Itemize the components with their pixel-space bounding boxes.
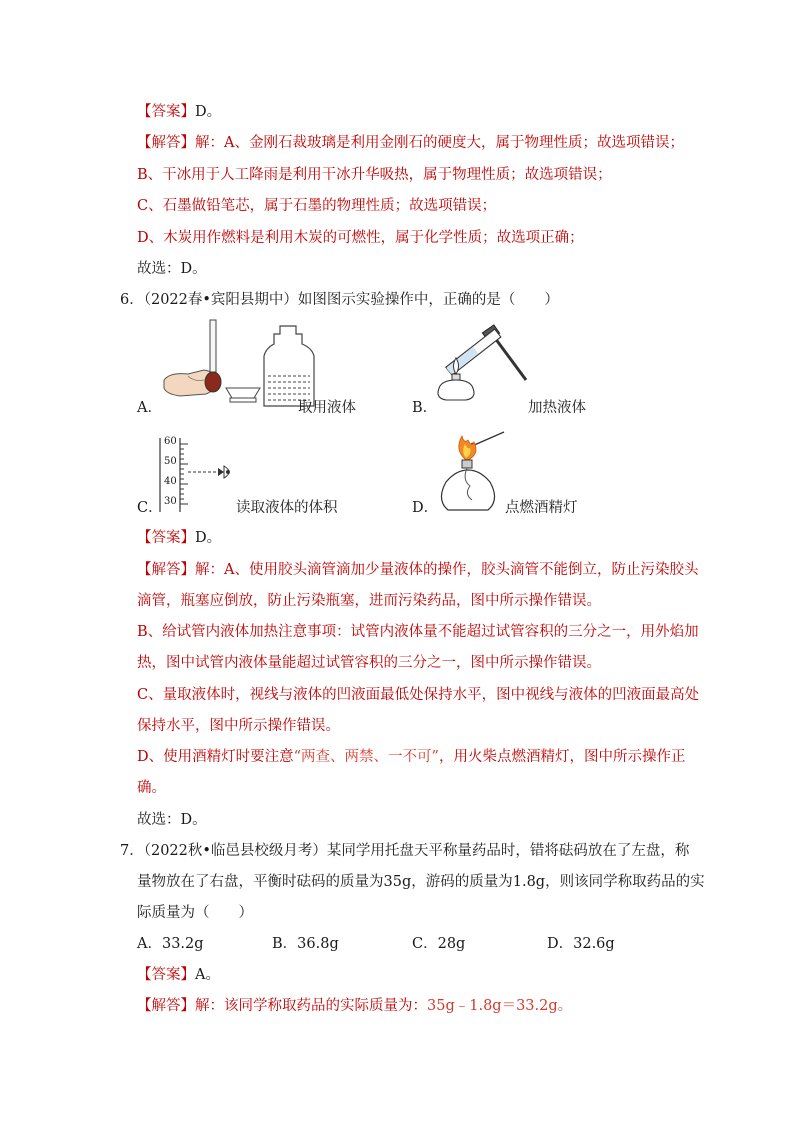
analysis-tag: 【解答】: [137, 998, 195, 1014]
q5-analysis-first: [137, 133, 684, 153]
answer-tag: 【答案】: [137, 967, 195, 983]
figure-a-dropper: [160, 318, 325, 410]
d-line-quote: “两查、两禁、一不可”: [293, 749, 439, 765]
q7-option-c: C．28g: [412, 936, 466, 952]
q5-conclusion: 故选：D。: [137, 261, 207, 277]
q7-analysis: [137, 996, 572, 1016]
cylinder-tick-label: 30: [164, 496, 177, 507]
q6-analysis-line-d: [137, 747, 685, 767]
cylinder-tick-label: 50: [164, 456, 177, 467]
figure-d-lamp: [428, 424, 508, 514]
analysis-tag: 【解答】: [137, 135, 195, 151]
q6-analysis-line: 确。: [137, 780, 166, 796]
q6-option-c-caption: 读取液体的体积: [236, 500, 338, 516]
answer-value: D。: [195, 530, 222, 546]
q5-analysis-line: B、干冰用于人工降雨是利用干冰升华吸热，属于物理性质；故选项错误；: [137, 167, 612, 183]
analysis-formula: 35g﹣1.8g＝33.2g。: [427, 998, 573, 1014]
q7-option-b: B．36.8g: [272, 936, 339, 952]
cylinder-tick-label: 40: [164, 476, 177, 487]
answer-value: D。: [195, 104, 222, 120]
q5-analysis-line: C、石墨做铅笔芯，属于石墨的物理性质；故选项错误；: [137, 198, 497, 214]
q6-stem: 6．（2022春•宾阳县期中）如图图示实验操作中，正确的是（ ）: [120, 292, 559, 308]
q7-option-a: A．33.2g: [137, 936, 204, 952]
q6-analysis-line: 滴管，瓶塞应倒放，防止污染瓶塞，进而污染药品，图中所示操作错误。: [137, 593, 601, 609]
q7-option-d: D．32.6g: [547, 936, 615, 952]
q7-stem-line: 7．（2022秋•临邑县校级月考）某同学用托盘天平称量药品时，错将砝码放在了左盘，称: [120, 843, 690, 859]
q6-answer: [137, 528, 221, 548]
q6-analysis-line: C、量取液体时，视线与液体的凹液面最低处保持水平，图中视线与液体的凹液面最高处: [137, 687, 700, 703]
q6-analysis-line: 热，图中试管内液体量能超过试管容积的三分之一，图中所示操作错误。: [137, 655, 601, 671]
cylinder-tick-label: 60: [164, 436, 177, 447]
analysis-tag: 【解答】: [137, 562, 195, 578]
q6-conclusion: 故选：D。: [137, 812, 207, 828]
answer-tag: 【答案】: [137, 104, 195, 120]
figure-c-cylinder: [154, 434, 244, 514]
answer-tag: 【答案】: [137, 530, 195, 546]
q6-analysis-line: B、给试管内液体加热注意事项：试管内液体量不能超过试管容积的三分之一，用外焰加: [137, 624, 699, 640]
q6-option-d-letter: D．: [412, 500, 439, 516]
d-line-after: ，用火柴点燃酒精灯，图中所示操作正: [438, 749, 686, 765]
q7-stem-line: 量物放在了右盘，平衡时砝码的质量为35g，游码的质量为1.8g，则该同学称取药品的实: [137, 874, 705, 890]
q6-option-b-letter: B．: [412, 400, 438, 416]
q7-answer: [137, 965, 220, 985]
q7-stem-line: 际质量为（ ）: [137, 905, 253, 921]
answer-value: A。: [195, 967, 220, 983]
figure-b-heating: [430, 316, 540, 402]
q6-analysis-first: [137, 560, 698, 580]
q5-analysis-line: D、木炭用作燃料是利用木炭的可燃性，属于化学性质；故选项正确；: [137, 230, 584, 246]
q6-option-c-letter: C．: [137, 500, 163, 516]
q6-option-d-caption: 点燃酒精灯: [505, 500, 578, 516]
analysis-text: 解：A、金刚石裁玻璃是利用金刚石的硬度大，属于物理性质；故选项错误；: [195, 135, 684, 151]
q5-answer: [137, 102, 221, 122]
q6-option-a-letter: A．: [137, 400, 162, 416]
q6-option-a-caption: 取用液体: [298, 400, 356, 416]
q6-option-b-caption: 加热液体: [528, 400, 586, 416]
d-line-before: D、使用酒精灯时要注意: [137, 749, 294, 765]
analysis-text: 解：该同学称取药品的实际质量为：: [195, 998, 427, 1014]
q6-analysis-line: 保持水平，图中所示操作错误。: [137, 718, 340, 734]
analysis-text: 解：A、使用胶头滴管滴加少量液体的操作，胶头滴管不能倒立，防止污染胶头: [195, 562, 699, 578]
